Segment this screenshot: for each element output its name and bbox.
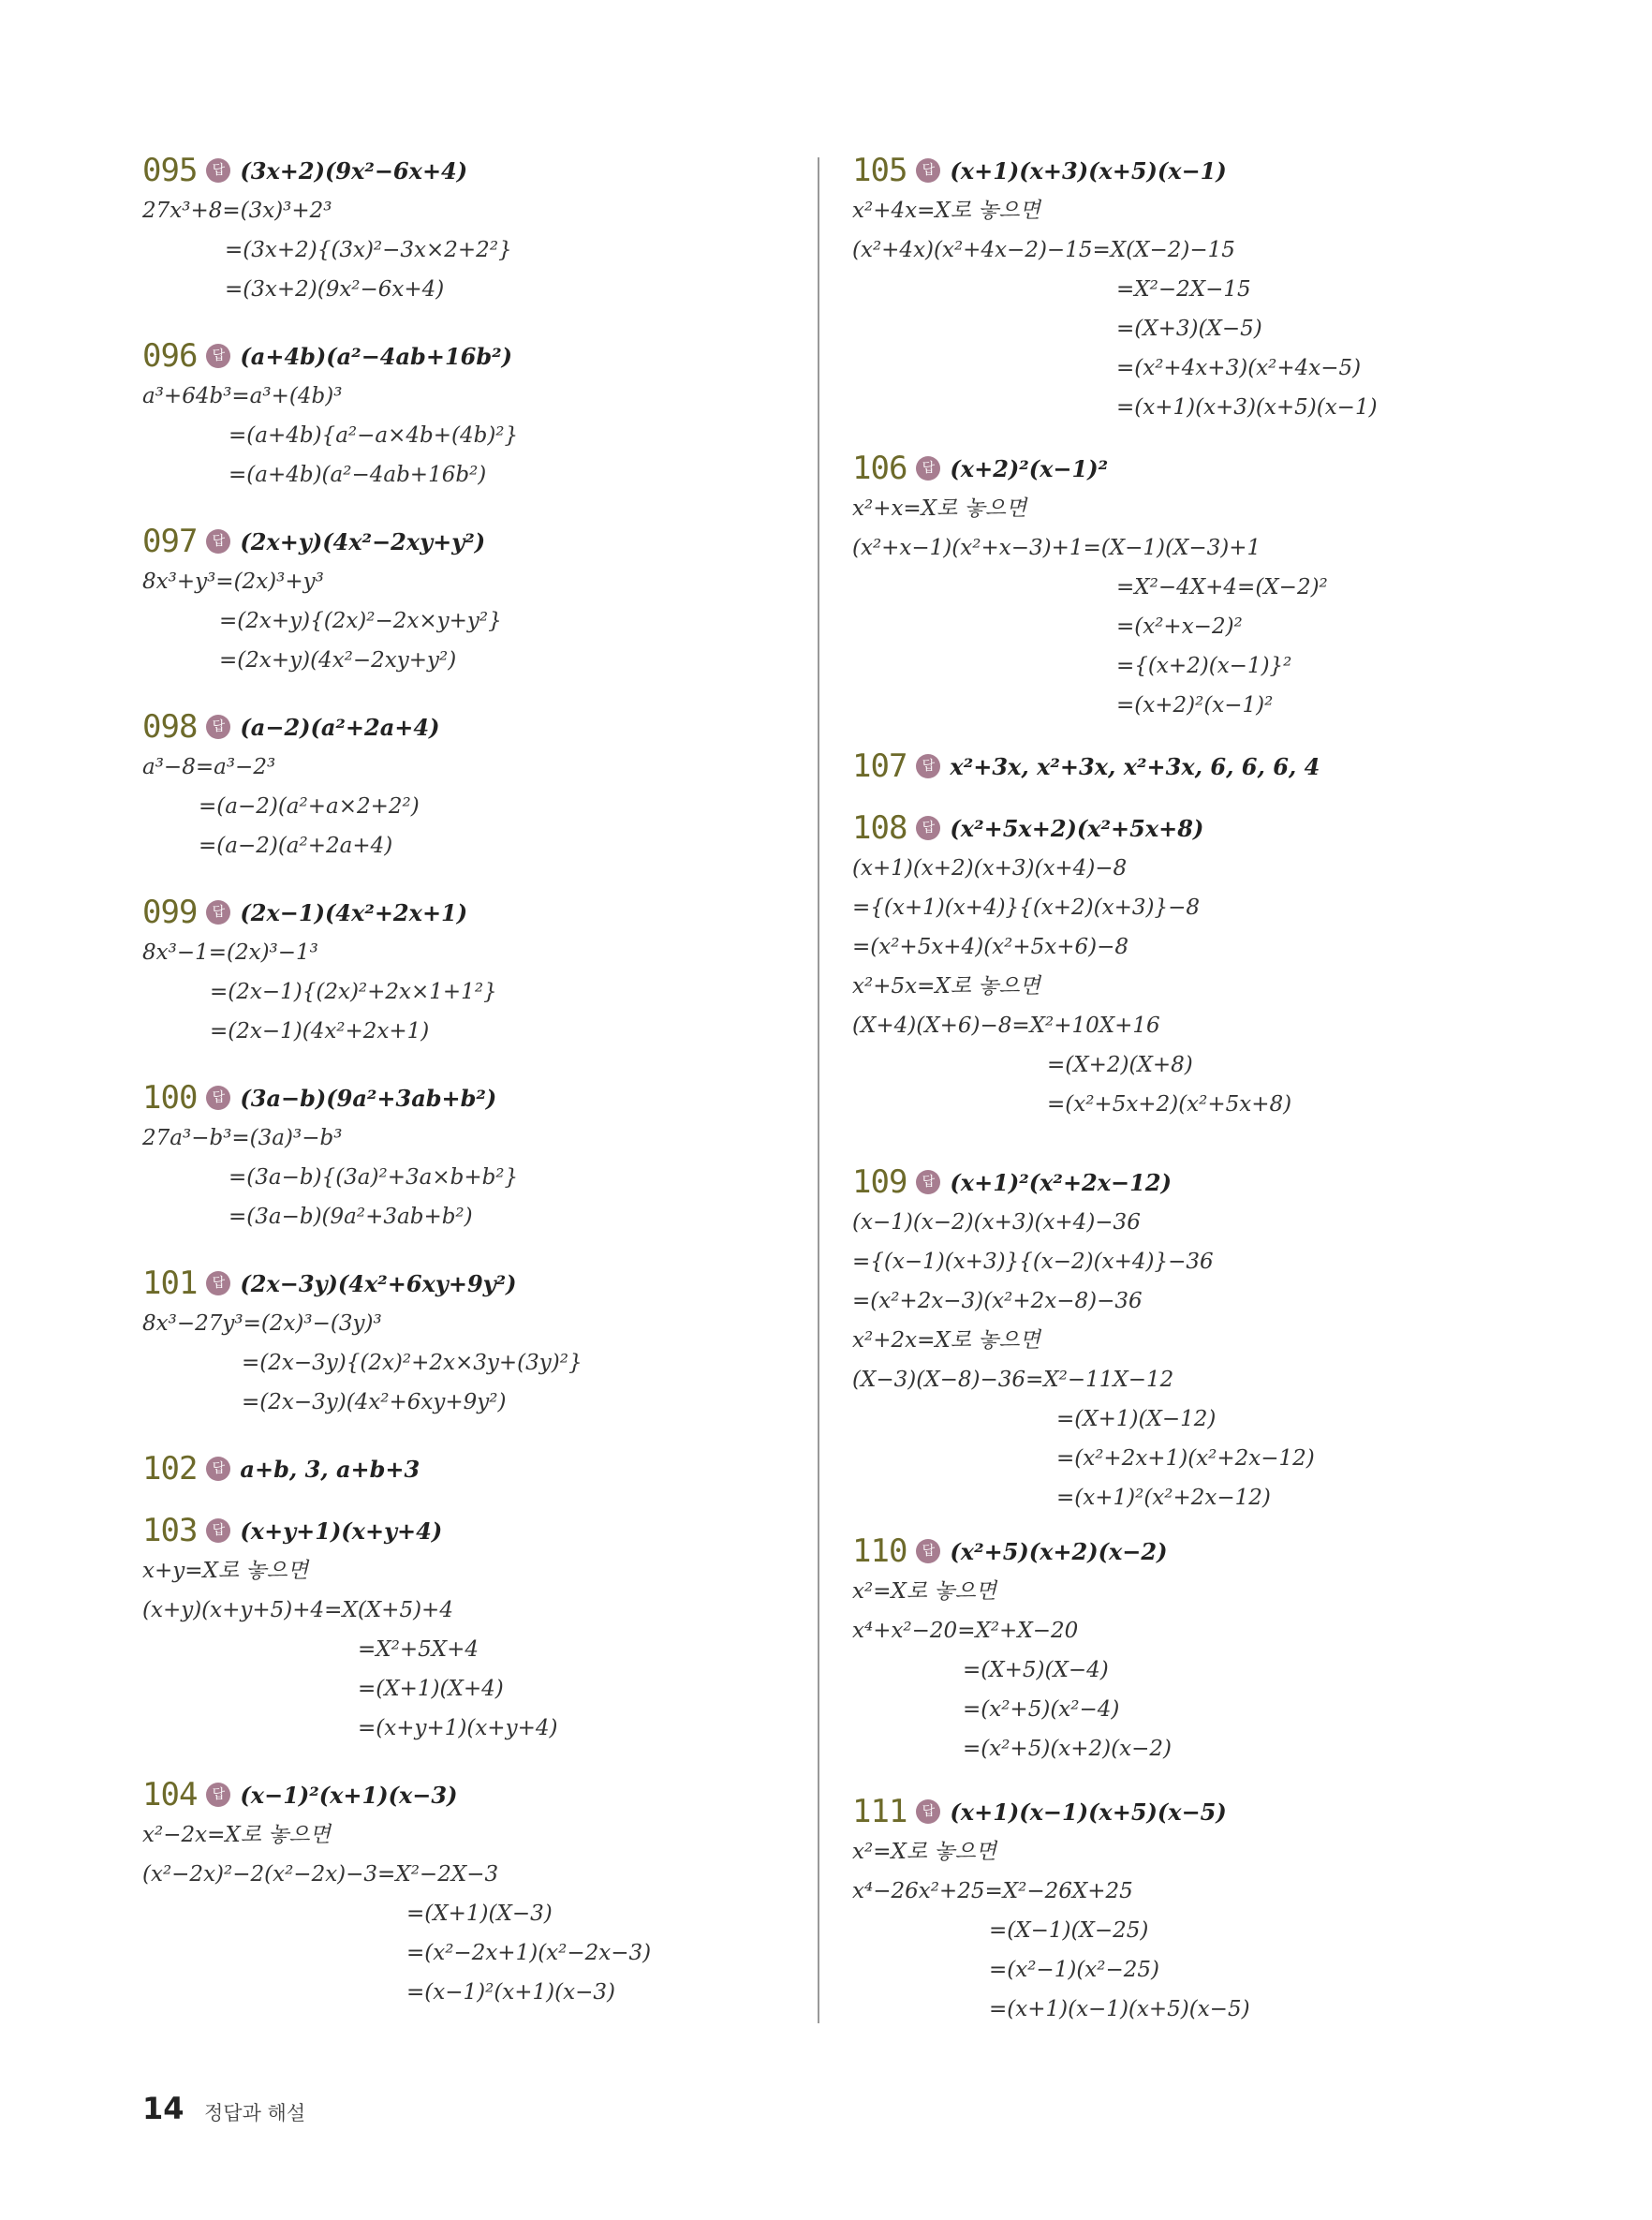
- problem-096: [142, 335, 518, 495]
- solution-line: =(3a−b)(9a²+3ab+b²): [229, 1205, 473, 1229]
- problem-header: [142, 1263, 583, 1304]
- answer-badge-icon: 답: [206, 900, 230, 925]
- solution-line: =(X+5)(X−4): [963, 1658, 1109, 1682]
- problem-105: [852, 150, 1378, 427]
- problem-header: [142, 1510, 557, 1551]
- problem-098: [142, 706, 439, 866]
- problem-109: [852, 1162, 1315, 1517]
- problem-104: [142, 1774, 651, 2012]
- solution-line: 27a³−b³=(3a)³−b³: [142, 1126, 343, 1150]
- problem-header: [852, 1791, 1250, 1832]
- solution-line: x²=X로 놓으면: [852, 1840, 997, 1864]
- solution-line: =(a−2)(a²+2a+4): [199, 834, 393, 858]
- solution-line: =(a−2)(a²+a×2+2²): [199, 794, 420, 819]
- problem-header: [142, 892, 497, 933]
- solution-line: ={(x+1)(x+4)}{(x+2)(x+3)}−8: [852, 895, 1200, 920]
- problem-number: 096: [142, 337, 198, 375]
- page-number: 14: [142, 2091, 184, 2126]
- answer-text: (x+y+1)(x+y+4): [240, 1517, 443, 1545]
- solution-line: =(x²+4x+3)(x²+4x−5): [1116, 356, 1362, 380]
- answer-badge-icon: 답: [916, 754, 940, 778]
- solution-line: =(x²+5)(x²−4): [963, 1697, 1120, 1722]
- problem-number: 097: [142, 523, 198, 560]
- solution-line: =(x²+2x+1)(x²+2x−12): [1056, 1446, 1315, 1471]
- solution-line: =(3a−b){(3a)²+3a×b+b²}: [229, 1165, 519, 1190]
- answer-badge-icon: 답: [206, 344, 230, 368]
- solution-line: =X²−4X+4=(X−2)²: [1116, 575, 1328, 599]
- solution-line: =(x²+5x+2)(x²+5x+8): [1047, 1092, 1292, 1117]
- solution-line: =(x²−2x+1)(x²−2x−3): [406, 1941, 652, 1965]
- solution-line: =(2x+y){(2x)²−2x×y+y²}: [219, 609, 502, 633]
- problem-095: [142, 150, 512, 309]
- answer-text: (2x−3y)(4x²+6xy+9y²): [240, 1269, 517, 1297]
- solution-line: =(x+1)(x−1)(x+5)(x−5): [989, 1997, 1250, 2021]
- problem-header: [852, 807, 1291, 849]
- problem-header: [852, 448, 1328, 489]
- solution-line: =(X+1)(X−3): [406, 1902, 553, 1926]
- answer-text: (x+1)(x+3)(x+5)(x−1): [950, 156, 1227, 185]
- solution-line: 8x³−27y³=(2x)³−(3y)³: [142, 1311, 382, 1336]
- solution-line: =(x²−1)(x²−25): [989, 1958, 1159, 1982]
- solution-line: (x+1)(x+2)(x+3)(x+4)−8: [852, 856, 1128, 881]
- problem-number: 110: [852, 1532, 907, 1570]
- solution-line: =(x+y+1)(x+y+4): [358, 1716, 558, 1740]
- solution-line: =(3x+2){(3x)²−3x×2+2²}: [225, 238, 512, 262]
- solution-line: (x+y)(x+y+5)+4=X(X+5)+4: [142, 1598, 453, 1622]
- answer-text: (a−2)(a²+2a+4): [240, 713, 440, 741]
- problem-number: 103: [142, 1512, 198, 1549]
- problem-header: [142, 521, 502, 562]
- solution-line: =(x+1)²(x²+2x−12): [1056, 1486, 1271, 1510]
- solution-line: a³+64b³=a³+(4b)³: [142, 384, 343, 408]
- problem-108: [852, 807, 1291, 1124]
- solution-line: (x²+4x)(x²+4x−2)−15=X(X−2)−15: [852, 238, 1235, 262]
- problem-103: [142, 1510, 557, 1748]
- solution-line: 8x³+y³=(2x)³+y³: [142, 570, 324, 594]
- solution-line: =(x²+5)(x+2)(x−2): [963, 1737, 1172, 1761]
- answer-badge-icon: 답: [206, 1783, 230, 1807]
- answer-text: (x²+5x+2)(x²+5x+8): [950, 814, 1204, 842]
- solution-line: =(2x−3y){(2x)²+2x×3y+(3y)²}: [242, 1351, 583, 1375]
- problem-099: [142, 892, 497, 1051]
- solution-line: =(X−1)(X−25): [989, 1918, 1149, 1943]
- solution-line: (x²+x−1)(x²+x−3)+1=(X−1)(X−3)+1: [852, 536, 1261, 560]
- answer-text: (2x+y)(4x²−2xy+y²): [240, 527, 486, 555]
- problem-number: 111: [852, 1793, 907, 1830]
- solution-line: (x−1)(x−2)(x+3)(x+4)−36: [852, 1210, 1141, 1235]
- footer-section-title: 정답과 해설: [204, 2102, 306, 2124]
- problem-111: [852, 1791, 1250, 2029]
- solution-line: =(x+2)²(x−1)²: [1116, 693, 1274, 718]
- answer-badge-icon: 답: [916, 816, 940, 840]
- solution-line: =(X+2)(X+8): [1047, 1053, 1193, 1077]
- solution-line: =(2x−1)(4x²+2x+1): [210, 1019, 430, 1043]
- answer-badge-icon: 답: [206, 158, 230, 183]
- problem-header: [142, 335, 518, 377]
- answer-text: (x−1)²(x+1)(x−3): [240, 1781, 458, 1809]
- solution-line: =(2x−3y)(4x²+6xy+9y²): [242, 1390, 507, 1414]
- solution-line: x+y=X로 놓으면: [142, 1559, 309, 1583]
- problem-header: [852, 1531, 1172, 1572]
- problem-number: 101: [142, 1265, 198, 1302]
- problem-number: 104: [142, 1776, 198, 1813]
- answer-badge-icon: 답: [206, 1086, 230, 1110]
- solution-line: =(X+1)(X+4): [358, 1677, 504, 1701]
- solution-line: x²+5x=X로 놓으면: [852, 974, 1040, 999]
- problem-number: 098: [142, 708, 198, 746]
- answer-badge-icon: 답: [206, 1271, 230, 1295]
- solution-line: =(a+4b){a²−a×4b+(4b)²}: [229, 423, 519, 448]
- answer-text: a+b, 3, a+b+3: [240, 1455, 420, 1483]
- solution-line: x⁴−26x²+25=X²−26X+25: [852, 1879, 1133, 1903]
- problem-106: [852, 448, 1328, 725]
- problem-header: [142, 1448, 420, 1489]
- problem-header: [142, 1774, 651, 1815]
- problem-header: [852, 1162, 1315, 1203]
- solution-line: =(a+4b)(a²−4ab+16b²): [229, 463, 487, 487]
- solution-line: 27x³+8=(3x)³+2³: [142, 199, 332, 223]
- problem-number: 102: [142, 1450, 198, 1487]
- solution-line: =(x²+2x−3)(x²+2x−8)−36: [852, 1289, 1143, 1313]
- problem-header: [852, 746, 1320, 787]
- answer-text: (x+1)²(x²+2x−12): [950, 1168, 1172, 1196]
- solution-line: ={(x+2)(x−1)}²: [1116, 654, 1292, 678]
- solution-line: 8x³−1=(2x)³−1³: [142, 940, 318, 965]
- problem-header: [142, 150, 512, 191]
- solution-line: =(3x+2)(9x²−6x+4): [225, 277, 445, 302]
- problem-number: 100: [142, 1079, 198, 1117]
- problem-header: [142, 706, 439, 747]
- solution-line: x²=X로 놓으면: [852, 1579, 997, 1604]
- problem-number: 109: [852, 1163, 907, 1201]
- problem-number: 106: [852, 450, 907, 487]
- answer-badge-icon: 답: [206, 1518, 230, 1543]
- solution-line: x²+2x=X로 놓으면: [852, 1328, 1040, 1353]
- answer-text: (2x−1)(4x²+2x+1): [240, 898, 468, 926]
- answer-badge-icon: 답: [916, 1539, 940, 1563]
- solution-line: =X²+5X+4: [358, 1637, 479, 1662]
- problem-097: [142, 521, 502, 680]
- answer-text: (x+2)²(x−1)²: [950, 454, 1109, 482]
- answer-text: (x²+5)(x+2)(x−2): [950, 1537, 1168, 1565]
- answer-text: (3x+2)(9x²−6x+4): [240, 156, 468, 185]
- solution-line: =(x+1)(x+3)(x+5)(x−1): [1116, 395, 1378, 420]
- answer-text: (a+4b)(a²−4ab+16b²): [240, 342, 512, 370]
- solution-line: =(x−1)²(x+1)(x−3): [406, 1980, 615, 2005]
- solution-line: ={(x−1)(x+3)}{(x−2)(x+4)}−36: [852, 1250, 1214, 1274]
- problem-107: [852, 746, 1320, 787]
- problem-100: [142, 1077, 518, 1236]
- solution-line: =(X+1)(X−12): [1056, 1407, 1217, 1431]
- answer-text: (3a−b)(9a²+3ab+b²): [240, 1084, 497, 1112]
- solution-line: x²−2x=X로 놓으면: [142, 1823, 331, 1847]
- answer-badge-icon: 답: [916, 1799, 940, 1824]
- answer-badge-icon: 답: [916, 1170, 940, 1194]
- solution-line: =(2x−1){(2x)²+2x×1+1²}: [210, 980, 497, 1004]
- solution-line: (X−3)(X−8)−36=X²−11X−12: [852, 1368, 1174, 1392]
- problem-101: [142, 1263, 583, 1422]
- problem-header: [852, 150, 1378, 191]
- solution-line: x²+x=X로 놓으면: [852, 496, 1027, 521]
- solution-line: x⁴+x²−20=X²+X−20: [852, 1619, 1079, 1643]
- answer-badge-icon: 답: [916, 456, 940, 481]
- problem-102: [142, 1448, 420, 1489]
- problem-number: 105: [852, 152, 907, 189]
- answer-text: x²+3x, x²+3x, x²+3x, 6, 6, 6, 4: [950, 752, 1320, 780]
- solution-line: (X+4)(X+6)−8=X²+10X+16: [852, 1014, 1160, 1038]
- solution-line: =(2x+y)(4x²−2xy+y²): [219, 648, 457, 673]
- solution-line: =(x²+5x+4)(x²+5x+6)−8: [852, 935, 1129, 959]
- column-divider: [818, 157, 819, 2023]
- solution-line: x²+4x=X로 놓으면: [852, 199, 1040, 223]
- problem-110: [852, 1531, 1172, 1769]
- solution-line: =(X+3)(X−5): [1116, 317, 1262, 341]
- problem-header: [142, 1077, 518, 1118]
- problem-number: 107: [852, 747, 907, 785]
- problem-number: 108: [852, 809, 907, 847]
- solution-line: =X²−2X−15: [1116, 277, 1251, 302]
- solution-line: =(x²+x−2)²: [1116, 614, 1243, 639]
- answer-badge-icon: 답: [206, 715, 230, 739]
- problem-number: 099: [142, 894, 198, 931]
- answer-badge-icon: 답: [206, 529, 230, 554]
- answer-badge-icon: 답: [206, 1457, 230, 1481]
- solution-line: a³−8=a³−2³: [142, 755, 276, 779]
- problem-number: 095: [142, 152, 198, 189]
- answer-text: (x+1)(x−1)(x+5)(x−5): [950, 1798, 1227, 1826]
- answer-badge-icon: 답: [916, 158, 940, 183]
- solution-line: (x²−2x)²−2(x²−2x)−3=X²−2X−3: [142, 1862, 499, 1887]
